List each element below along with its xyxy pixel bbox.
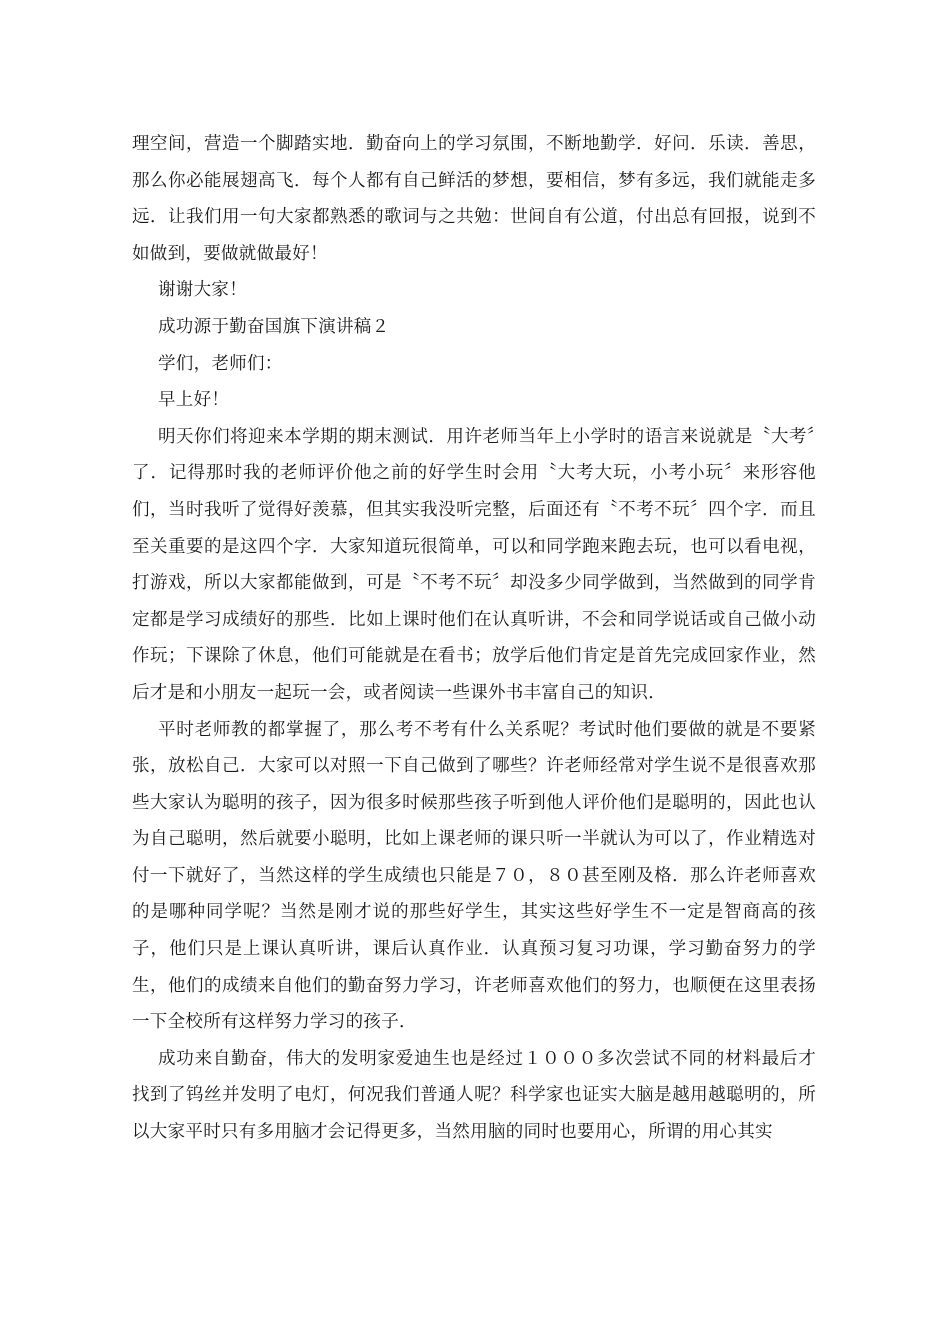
paragraph-success: 成功来自勤奋，伟大的发明家爱迪生也是经过１０００多次尝试不同的材料最后才找到了钨丝并发明了电灯，何况我们普通人呢？科学家也证实大脑是越用越聪明的，所以大家平时只有多用脑才会记得更多，当然用脑的同时也要用心，所谓的用心其实	[132, 1048, 816, 1143]
salutation: 学们，老师们：	[158, 353, 283, 374]
paragraph-teacher: 平时老师教的都掌握了，那么考不考有什么关系呢？考试时他们要做的就是不要紧张，放松自己．大家可以对照一下自己做到了哪些？许老师经常对学生说不是很喜欢那些大家认为聪明的孩子，因为很多时候那些孩子听到他人评价他们是聪明的，因此也认为自己聪明，然后就要小聪明，比如上课老师的课只听一半就认为可以了，作业精选对付一下就好了，当然这样的学生成绩也只能是７０，８０甚至刚及格．那么许老师喜欢的是哪种同学呢？当然是刚才说的那些好学生，其实这些好学生不一定是智商高的孩子，他们只是上课认真听讲，课后认真作业．认真预习复习功课，学习勤奋努力的学生，他们的成绩来自他们的勤奋努力学习，许老师喜欢他们的努力，也顺便在这里表扬一下全校所有这样努力学习的孩子．	[132, 719, 816, 1033]
paragraph-exam: 明天你们将迎来本学期的期末测试．用许老师当年上小学时的语言来说就是〝大考〞了．记得那时我的老师评价他之前的好学生时会用〝大考大玩，小考小玩〞来形容他们，当时我听了觉得好羡慕，但其实我没听完整，后面还有〝不考不玩〞四个字．而且至关重要的是这四个字．大家知道玩很简单，可以和同学跑来跑去玩，也可以看电视，打游戏，所以大家都能做到，可是〝不考不玩〞却没多少同学做到，当然做到的同学肯定都是学习成绩好的那些．比如上课时他们在认真听讲，不会和同学说话或自己做小动作玩；下课除了休息，他们可能就是在看书；放学后他们肯定是首先完成回家作业，然后才是和小朋友一起玩一会，或者阅读一些课外书丰富自己的知识．	[132, 426, 816, 703]
document-body	[132, 126, 816, 1151]
speech-title: 成功源于勤奋国旗下演讲稿２	[158, 316, 390, 337]
paragraph-thanks: 谢谢大家！	[158, 280, 247, 301]
paragraph-continuation: 理空间，营造一个脚踏实地．勤奋向上的学习氛围，不断地勤学．好问．乐读．善思，那么你必能展翅高飞．每个人都有自己鲜活的梦想，要相信，梦有多远，我们就能走多远．让我们用一句大家都熟悉的歌词与之共勉：世间自有公道，付出总有回报，说到不如做到，要做就做最好！	[132, 134, 816, 264]
greeting: 早上好！	[158, 390, 230, 411]
